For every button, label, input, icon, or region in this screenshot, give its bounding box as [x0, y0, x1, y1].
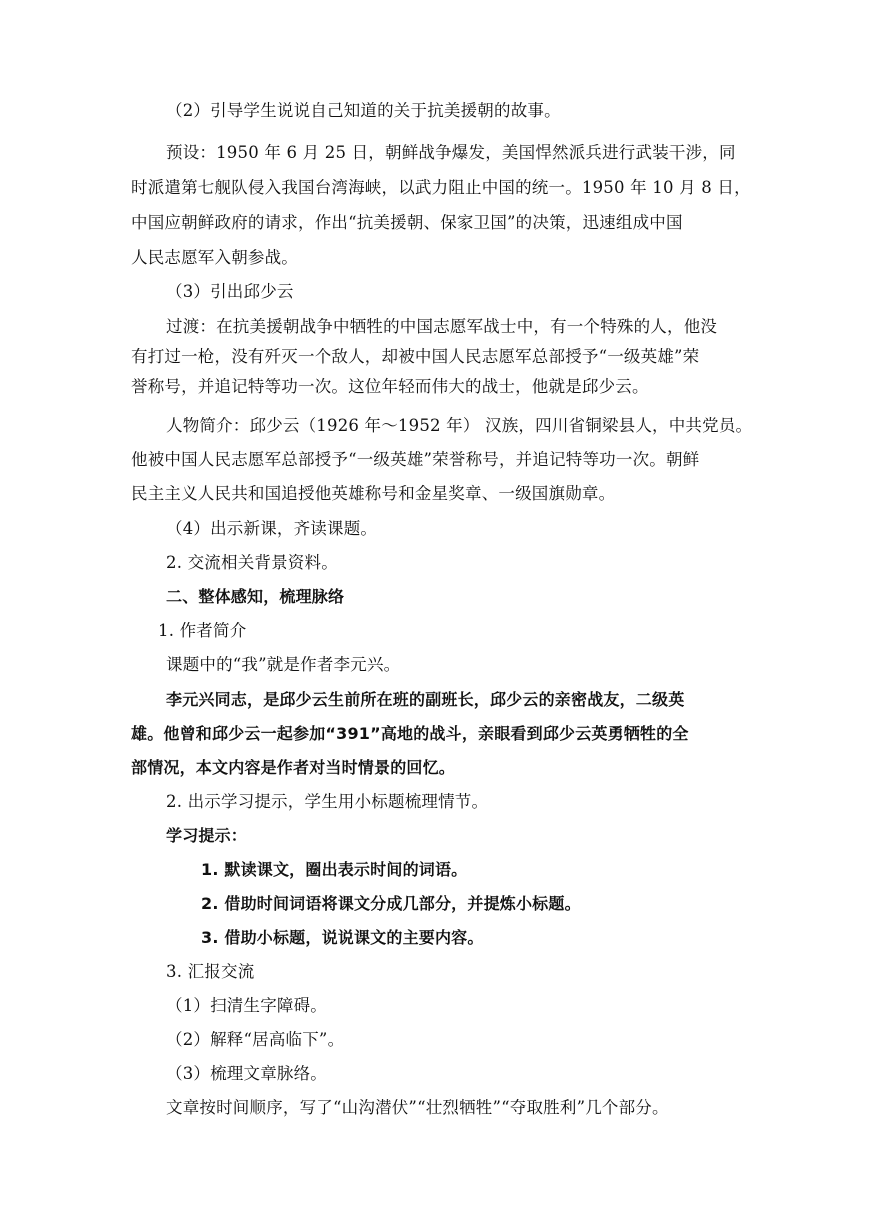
- section-two-heading: 二、整体感知，梳理脉络: [166, 587, 345, 606]
- step-2-heading: （2）引导学生说说自己知道的关于抗美援朝的故事。: [166, 101, 561, 120]
- study-tip-instruction: 2. 出示学习提示，学生用小标题梳理情节。: [166, 792, 489, 811]
- author-bio-line-2: 雄。他曾和邱少云一起参加“391”高地的战斗，亲眼看到邱少云英勇牺牲的全: [131, 724, 689, 743]
- author-bio-line-1: 李元兴同志，是邱少云生前所在班的副班长，邱少云的亲密战友，二级英: [166, 690, 685, 709]
- preset-line-3: 中国应朝鲜政府的请求，作出“抗美援朝、保家卫国”的决策，迅速组成中国: [131, 213, 683, 232]
- background-heading: 2. 交流相关背景资料。: [166, 553, 338, 572]
- author-bio-line-3: 部情况，本文内容是作者对当时情景的回忆。: [131, 758, 456, 777]
- report-heading: 3. 汇报交流: [166, 962, 255, 981]
- step-3-heading: （3）引出邱少云: [166, 282, 294, 301]
- report-item-3: （3）梳理文章脉络。: [166, 1064, 327, 1083]
- structure-summary: 文章按时间顺序，写了“山沟潜伏”“壮烈牺牲”“夺取胜利”几个部分。: [166, 1098, 669, 1117]
- author-intro-text: 课题中的“我”就是作者李元兴。: [166, 655, 401, 674]
- step-4-heading: （4）出示新课，齐读课题。: [166, 519, 378, 538]
- report-item-2: （2）解释“居高临下”。: [166, 1030, 345, 1049]
- study-tip-item-3: 3. 借助小标题，说说课文的主要内容。: [201, 928, 484, 947]
- transition-line-3: 誉称号，并追记特等功一次。这位年轻而伟大的战士，他就是邱少云。: [131, 377, 649, 396]
- study-tip-label: 学习提示：: [166, 826, 248, 845]
- profile-line-1: 人物简介：邱少云（1926 年～1952 年） 汉族，四川省铜梁县人，中共党员。: [166, 416, 753, 435]
- profile-line-3: 民主主义人民共和国追授他英雄称号和金星奖章、一级国旗勋章。: [131, 484, 616, 503]
- preset-line-1: 预设：1950 年 6 月 25 日，朝鲜战争爆发，美国悍然派兵进行武装干涉，同: [166, 143, 736, 162]
- transition-line-1: 过渡：在抗美援朝战争中牺牲的中国志愿军战士中，有一个特殊的人，他没: [166, 317, 718, 336]
- report-item-1: （1）扫清生字障碍。: [166, 996, 327, 1015]
- transition-line-2: 有打过一枪，没有歼灭一个敌人，却被中国人民志愿军总部授予“一级英雄”荣: [131, 347, 700, 366]
- study-tip-item-1: 1. 默读课文，圈出表示时间的词语。: [201, 860, 468, 879]
- study-tip-item-2: 2. 借助时间词语将课文分成几部分，并提炼小标题。: [201, 894, 581, 913]
- preset-line-2: 时派遣第七舰队侵入我国台湾海峡，以武力阻止中国的统一。1950 年 10 月 8 日，: [131, 178, 751, 197]
- preset-line-4: 人民志愿军入朝参战。: [131, 248, 298, 267]
- author-intro-heading: 1. 作者简介: [158, 621, 247, 640]
- profile-line-2: 他被中国人民志愿军总部授予“一级英雄”荣誉称号，并追记特等功一次。朝鲜: [131, 450, 700, 469]
